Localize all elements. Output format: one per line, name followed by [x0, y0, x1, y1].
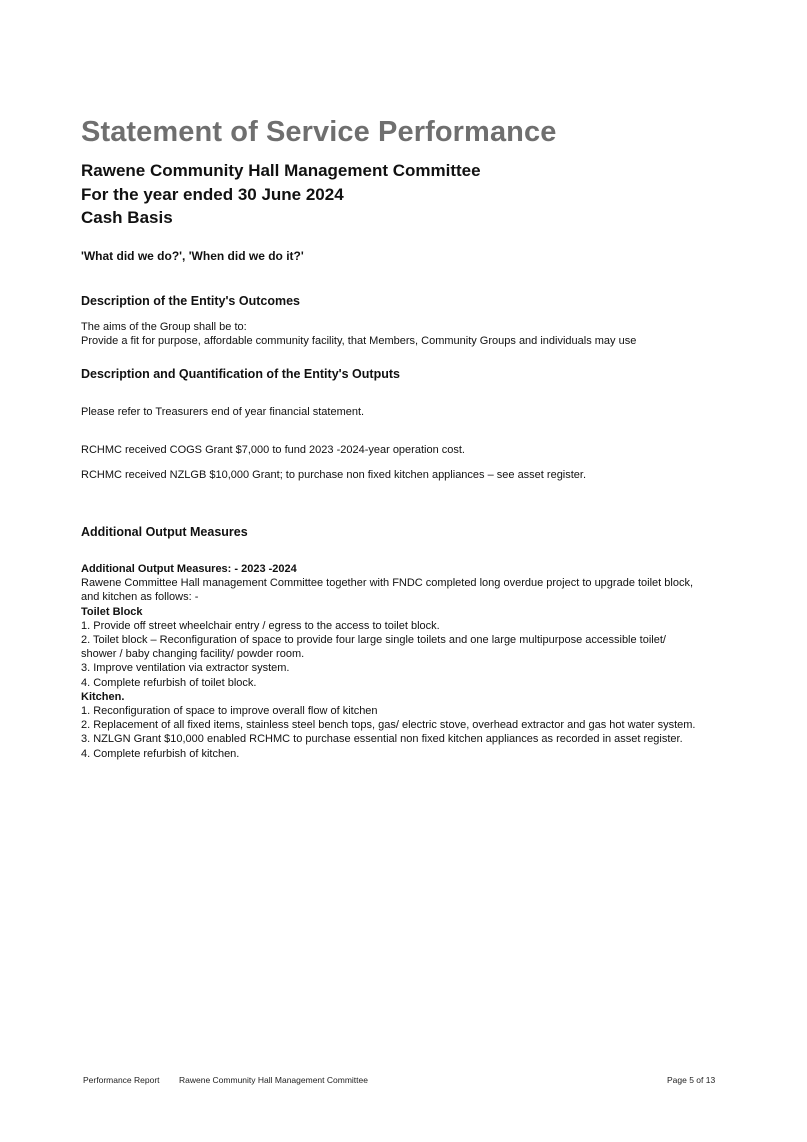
list-item: 2. Replacement of all fixed items, stainless steel bench tops, gas/ electric stove, overhead extractor and gas hot water system.	[81, 719, 696, 732]
outputs-paragraph-1: Please refer to Treasurers end of year financial statement.	[81, 406, 365, 418]
page-title: Statement of Service Performance	[81, 116, 557, 148]
list-item: shower / baby changing facility/ powder room.	[81, 648, 305, 661]
intro-line-1: Rawene Committee Hall management Committee together with FNDC completed long overdue project to upgrade toilet block,	[81, 577, 694, 590]
list-item: 4. Complete refurbish of toilet block.	[81, 676, 257, 689]
outcomes-heading: Description of the Entity's Outcomes	[81, 294, 300, 308]
list-item: 4. Complete refurbish of kitchen.	[81, 747, 240, 760]
footer-page-number: Page 5 of 13	[667, 1075, 716, 1085]
question-heading: 'What did we do?', 'When did we do it?'	[81, 249, 304, 263]
list-item: 3. Improve ventilation via extractor system.	[81, 662, 290, 675]
footer-entity-name: Rawene Community Hall Management Committee	[179, 1075, 368, 1085]
kitchen-heading: Kitchen.	[81, 690, 125, 703]
list-item: 2. Toilet block – Reconfiguration of space to provide four large single toilets and one large multipurpose accessible toilet/	[81, 634, 666, 647]
additional-heading: Additional Output Measures	[81, 525, 248, 539]
outputs-paragraph-3: RCHMC received NZLGB $10,000 Grant; to purchase non fixed kitchen appliances – see asset register.	[81, 469, 587, 481]
footer-report-name: Performance Report	[83, 1075, 160, 1085]
additional-measures-block	[81, 562, 721, 761]
list-item: 3. NZLGN Grant $10,000 enabled RCHMC to purchase essential non fixed kitchen appliances as recorded in asset register.	[81, 733, 683, 746]
outcomes-line-1: The aims of the Group shall be to:	[81, 321, 247, 333]
outputs-heading: Description and Quantification of the Entity's Outputs	[81, 367, 400, 381]
list-item: 1. Reconfiguration of space to improve overall flow of kitchen	[81, 705, 378, 718]
outputs-paragraph-2: RCHMC received COGS Grant $7,000 to fund 2023 -2024-year operation cost.	[81, 444, 465, 456]
entity-name-heading: Rawene Community Hall Management Committee	[81, 161, 481, 180]
list-item: 1. Provide off street wheelchair entry / egress to the access to toilet block.	[81, 619, 440, 632]
additional-subheading: Additional Output Measures: - 2023 -2024	[81, 563, 297, 575]
intro-line-2: and kitchen as follows: -	[81, 591, 199, 604]
outcomes-line-2: Provide a fit for purpose, affordable community facility, that Members, Community Groups and individuals may use	[81, 335, 637, 347]
period-heading: For the year ended 30 June 2024	[81, 185, 344, 204]
toilet-block-heading: Toilet Block	[81, 605, 143, 618]
basis-heading: Cash Basis	[81, 208, 173, 227]
